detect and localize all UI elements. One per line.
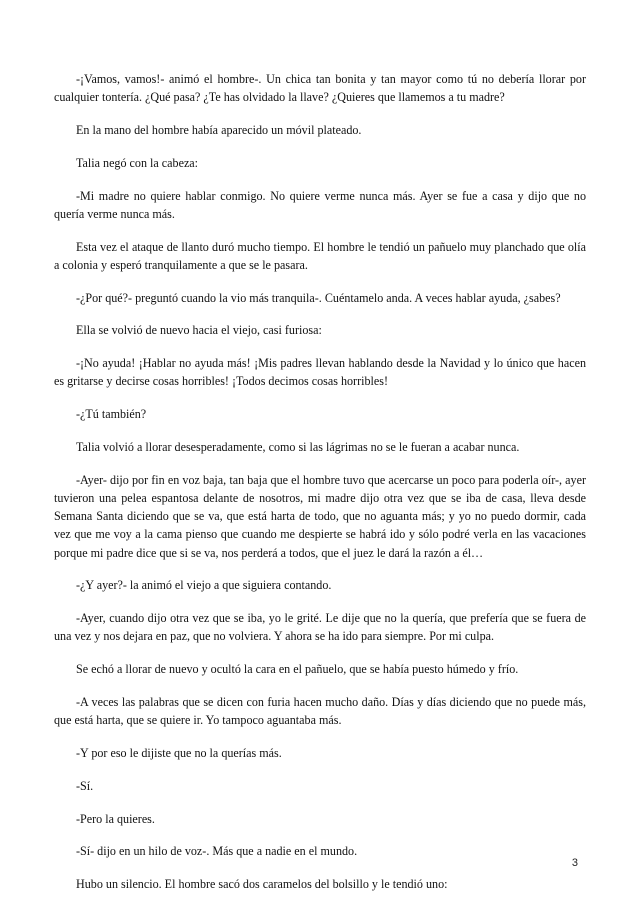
paragraph: -¿Tú también? [76,407,147,422]
paragraph: Esta vez el ataque de llanto duró mucho tiempo. El hombre le tendió un pañuelo muy planchado que olía a colonia y esperó tranquilamente a que se le pasara. [54,239,586,272]
paragraph: -Sí. [76,778,94,793]
paragraph: Se echó a llorar de nuevo y ocultó la cara en el pañuelo, que se había puesto húmedo y frío. [76,662,519,677]
paragraph: Hubo un silencio. El hombre sacó dos caramelos del bolsillo y le tendió uno: [76,877,448,892]
paragraph: En la mano del hombre había aparecido un móvil plateado. [76,123,362,137]
paragraph: Talia volvió a llorar desesperadamente, como si las lágrimas no se le fueran a acabar nunca. [76,439,520,454]
paragraph: -¡No ayuda! ¡Hablar no ayuda más! ¡Mis padres llevan hablando desde la Navidad y lo único que hacen es gritarse y decirse cosas horribles! ¡Todos decimos cosas horribles! [54,356,586,389]
paragraph: -Ayer, cuando dijo otra vez que se iba, yo le grité. Le dije que no la quería, que prefería que se fuera de una vez y nos dejara en paz, que no volviera. Y ahora se ha ido para siempre. Por mi culpa. [54,611,586,644]
paragraph: -A veces las palabras que se dicen con furia hacen mucho daño. Días y días diciendo que no puede más, que está harta, que se quiere ir. Yo tampoco aguantaba más. [54,694,586,728]
paragraph: Talia negó con la cabeza: [76,155,199,170]
page-number: 3 [571,857,578,869]
paragraph: Ella se volvió de nuevo hacia el viejo, casi furiosa: [76,323,322,338]
paragraph: -¿Por qué?- preguntó cuando la vio más tranquila-. Cuéntamelo anda. A veces hablar ayuda, ¿sabes? [76,290,561,305]
document-page [54,70,586,908]
paragraph: -Pero la quieres. [76,811,155,826]
paragraph: -Mi madre no quiere hablar conmigo. No quiere verme nunca más. Ayer se fue a casa y dijo que no quería verme nunca más. [54,188,586,221]
paragraph: -¿Y ayer?- la animó el viejo a que siguiera contando. [76,578,332,593]
paragraph: -Sí- dijo en un hilo de voz-. Más que a nadie en el mundo. [76,844,358,859]
paragraph: -Ayer- dijo por fin en voz baja, tan baja que el hombre tuvo que acercarse un poco para poderla oír-, ayer tuvieron una pelea espantosa delante de nosotros, mi madre dijo otra vez que se iba de casa, lleva desde Semana Santa diciendo que se va, que está harta de todo, que no aguanta más; y yo no puedo dormir, cada vez que me voy a la cama pienso que cuando me despierte se habrá ido y sólo podré verla en las vacaciones porque mi padre dice que si se va, nos perderá a todos, que el juez le dará la razón a él… [54,472,586,560]
paragraph: -¡Vamos, vamos!- animó el hombre-. Un chica tan bonita y tan mayor como tú no debería llorar por cualquier tontería. ¿Qué pasa? ¿Te has olvidado la llave? ¿Quieres que llamemos a tu madre? [54,72,586,105]
paragraph: -Y por eso le dijiste que no la querías más. [76,745,282,760]
